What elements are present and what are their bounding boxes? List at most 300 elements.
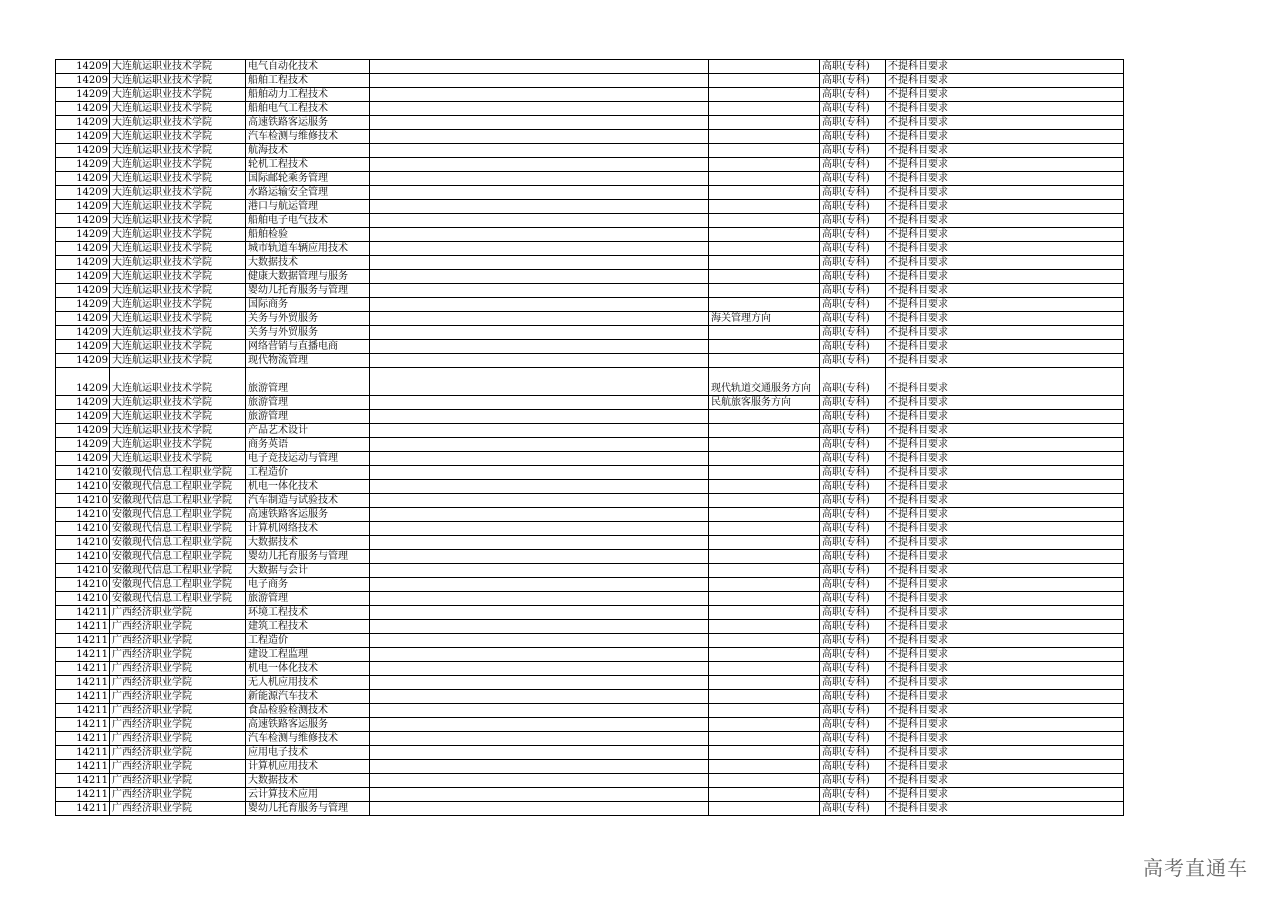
school-name-cell: 广西经济职业学院 [110,634,246,648]
school-name-cell: 大连航运职业技术学院 [110,452,246,466]
major-name-cell: 大数据技术 [246,774,370,788]
note-cell [370,228,709,242]
level-cell: 高职(专科) [820,116,886,130]
school-code-cell: 14209 [56,214,110,228]
major-name-cell: 船舶电气工程技术 [246,102,370,116]
school-name-cell: 安徽现代信息工程职业学院 [110,536,246,550]
table-row [56,648,1124,662]
school-code-cell: 14209 [56,312,110,326]
table-row [56,438,1124,452]
note-cell [370,242,709,256]
requirement-cell: 不提科目要求 [886,312,1124,326]
note-cell [370,368,709,396]
requirement-cell: 不提科目要求 [886,508,1124,522]
table-row [56,368,1124,396]
level-cell: 高职(专科) [820,172,886,186]
school-name-cell: 大连航运职业技术学院 [110,228,246,242]
table-row [56,424,1124,438]
major-name-cell: 机电一体化技术 [246,662,370,676]
major-name-cell: 环境工程技术 [246,606,370,620]
school-code-cell: 14210 [56,536,110,550]
table-row [56,802,1124,816]
school-code-cell: 14209 [56,452,110,466]
school-code-cell: 14209 [56,284,110,298]
school-name-cell: 大连航运职业技术学院 [110,102,246,116]
requirement-cell: 不提科目要求 [886,802,1124,816]
school-name-cell: 大连航运职业技术学院 [110,144,246,158]
school-name-cell: 广西经济职业学院 [110,788,246,802]
major-name-cell: 船舶工程技术 [246,74,370,88]
note-cell [370,60,709,74]
table-row [56,592,1124,606]
level-cell: 高职(专科) [820,732,886,746]
school-code-cell: 14209 [56,368,110,396]
direction-cell [709,648,820,662]
note-cell [370,634,709,648]
note-cell [370,746,709,760]
school-name-cell: 广西经济职业学院 [110,774,246,788]
admission-table [55,59,1124,816]
table-row [56,634,1124,648]
level-cell: 高职(专科) [820,228,886,242]
table-row [56,88,1124,102]
requirement-cell: 不提科目要求 [886,396,1124,410]
school-name-cell: 广西经济职业学院 [110,718,246,732]
level-cell: 高职(专科) [820,592,886,606]
major-name-cell: 高速铁路客运服务 [246,116,370,130]
requirement-cell: 不提科目要求 [886,340,1124,354]
note-cell [370,578,709,592]
requirement-cell: 不提科目要求 [886,732,1124,746]
table-row [56,284,1124,298]
direction-cell [709,536,820,550]
school-name-cell: 大连航运职业技术学院 [110,424,246,438]
table-row [56,102,1124,116]
direction-cell [709,102,820,116]
requirement-cell: 不提科目要求 [886,326,1124,340]
level-cell: 高职(专科) [820,60,886,74]
school-name-cell: 大连航运职业技术学院 [110,214,246,228]
direction-cell [709,802,820,816]
note-cell [370,802,709,816]
table-row [56,186,1124,200]
direction-cell [709,704,820,718]
requirement-cell: 不提科目要求 [886,354,1124,368]
school-code-cell: 14211 [56,648,110,662]
note-cell [370,550,709,564]
direction-cell [709,340,820,354]
requirement-cell: 不提科目要求 [886,774,1124,788]
direction-cell [709,578,820,592]
table-row [56,452,1124,466]
note-cell [370,102,709,116]
direction-cell [709,774,820,788]
note-cell [370,522,709,536]
direction-cell [709,676,820,690]
school-name-cell: 大连航运职业技术学院 [110,368,246,396]
school-name-cell: 安徽现代信息工程职业学院 [110,494,246,508]
direction-cell [709,284,820,298]
note-cell [370,298,709,312]
school-code-cell: 14210 [56,466,110,480]
major-name-cell: 汽车制造与试验技术 [246,494,370,508]
note-cell [370,326,709,340]
note-cell [370,620,709,634]
level-cell: 高职(专科) [820,648,886,662]
major-name-cell: 旅游管理 [246,410,370,424]
school-code-cell: 14209 [56,438,110,452]
major-name-cell: 高速铁路客运服务 [246,718,370,732]
major-name-cell: 关务与外贸服务 [246,312,370,326]
table-row [56,522,1124,536]
direction-cell [709,298,820,312]
table-row [56,340,1124,354]
level-cell: 高职(专科) [820,88,886,102]
major-name-cell: 产品艺术设计 [246,424,370,438]
school-code-cell: 14209 [56,228,110,242]
major-name-cell: 健康大数据管理与服务 [246,270,370,284]
direction-cell [709,662,820,676]
requirement-cell: 不提科目要求 [886,662,1124,676]
school-code-cell: 14211 [56,606,110,620]
major-name-cell: 大数据技术 [246,256,370,270]
level-cell: 高职(专科) [820,774,886,788]
school-name-cell: 安徽现代信息工程职业学院 [110,480,246,494]
requirement-cell: 不提科目要求 [886,536,1124,550]
school-name-cell: 广西经济职业学院 [110,676,246,690]
level-cell: 高职(专科) [820,494,886,508]
note-cell [370,452,709,466]
school-code-cell: 14211 [56,662,110,676]
table-row [56,116,1124,130]
direction-cell: 民航旅客服务方向 [709,396,820,410]
school-name-cell: 大连航运职业技术学院 [110,396,246,410]
direction-cell [709,760,820,774]
direction-cell [709,60,820,74]
direction-cell [709,606,820,620]
school-code-cell: 14209 [56,354,110,368]
school-name-cell: 大连航运职业技术学院 [110,326,246,340]
school-name-cell: 安徽现代信息工程职业学院 [110,592,246,606]
school-name-cell: 大连航运职业技术学院 [110,410,246,424]
school-code-cell: 14209 [56,74,110,88]
note-cell [370,270,709,284]
school-code-cell: 14210 [56,480,110,494]
table-row [56,494,1124,508]
note-cell [370,88,709,102]
note-cell [370,662,709,676]
direction-cell [709,746,820,760]
major-name-cell: 国际商务 [246,298,370,312]
direction-cell [709,186,820,200]
direction-cell [709,130,820,144]
direction-cell [709,88,820,102]
major-name-cell: 现代物流管理 [246,354,370,368]
table-row [56,466,1124,480]
level-cell: 高职(专科) [820,704,886,718]
level-cell: 高职(专科) [820,480,886,494]
level-cell: 高职(专科) [820,214,886,228]
level-cell: 高职(专科) [820,158,886,172]
requirement-cell: 不提科目要求 [886,228,1124,242]
table-row [56,354,1124,368]
major-name-cell: 网络营销与直播电商 [246,340,370,354]
level-cell: 高职(专科) [820,424,886,438]
school-name-cell: 安徽现代信息工程职业学院 [110,466,246,480]
note-cell [370,410,709,424]
note-cell [370,214,709,228]
direction-cell [709,494,820,508]
major-name-cell: 应用电子技术 [246,746,370,760]
requirement-cell: 不提科目要求 [886,438,1124,452]
school-name-cell: 广西经济职业学院 [110,746,246,760]
requirement-cell: 不提科目要求 [886,746,1124,760]
table-row [56,144,1124,158]
direction-cell [709,788,820,802]
level-cell: 高职(专科) [820,242,886,256]
table-row [56,732,1124,746]
table-row [56,396,1124,410]
major-name-cell: 电子商务 [246,578,370,592]
direction-cell [709,214,820,228]
watermark-logo: 高考直通车 [1143,856,1248,880]
table-row [56,60,1124,74]
school-code-cell: 14209 [56,186,110,200]
level-cell: 高职(专科) [820,284,886,298]
direction-cell [709,410,820,424]
table-row [56,620,1124,634]
school-code-cell: 14209 [56,340,110,354]
direction-cell [709,564,820,578]
major-name-cell: 工程造价 [246,634,370,648]
requirement-cell: 不提科目要求 [886,718,1124,732]
requirement-cell: 不提科目要求 [886,466,1124,480]
note-cell [370,592,709,606]
level-cell: 高职(专科) [820,354,886,368]
requirement-cell: 不提科目要求 [886,522,1124,536]
requirement-cell: 不提科目要求 [886,88,1124,102]
level-cell: 高职(专科) [820,536,886,550]
requirement-cell: 不提科目要求 [886,704,1124,718]
major-name-cell: 工程造价 [246,466,370,480]
school-code-cell: 14211 [56,620,110,634]
school-code-cell: 14211 [56,802,110,816]
school-code-cell: 14210 [56,578,110,592]
school-code-cell: 14211 [56,746,110,760]
note-cell [370,284,709,298]
level-cell: 高职(专科) [820,676,886,690]
level-cell: 高职(专科) [820,746,886,760]
major-name-cell: 电子竞技运动与管理 [246,452,370,466]
requirement-cell: 不提科目要求 [886,368,1124,396]
school-name-cell: 大连航运职业技术学院 [110,130,246,144]
note-cell [370,676,709,690]
note-cell [370,396,709,410]
school-code-cell: 14210 [56,592,110,606]
school-name-cell: 广西经济职业学院 [110,662,246,676]
school-name-cell: 广西经济职业学院 [110,606,246,620]
note-cell [370,704,709,718]
school-name-cell: 大连航运职业技术学院 [110,438,246,452]
note-cell [370,718,709,732]
table-row [56,200,1124,214]
major-name-cell: 轮机工程技术 [246,158,370,172]
direction-cell [709,116,820,130]
requirement-cell: 不提科目要求 [886,592,1124,606]
requirement-cell: 不提科目要求 [886,270,1124,284]
table-row [56,774,1124,788]
direction-cell: 海关管理方向 [709,312,820,326]
major-name-cell: 无人机应用技术 [246,676,370,690]
requirement-cell: 不提科目要求 [886,760,1124,774]
major-name-cell: 水路运输安全管理 [246,186,370,200]
level-cell: 高职(专科) [820,102,886,116]
school-code-cell: 14211 [56,788,110,802]
level-cell: 高职(专科) [820,396,886,410]
note-cell [370,256,709,270]
school-name-cell: 大连航运职业技术学院 [110,158,246,172]
school-name-cell: 大连航运职业技术学院 [110,186,246,200]
table-row [56,312,1124,326]
level-cell: 高职(专科) [820,368,886,396]
requirement-cell: 不提科目要求 [886,172,1124,186]
requirement-cell: 不提科目要求 [886,606,1124,620]
note-cell [370,340,709,354]
table-row [56,480,1124,494]
school-code-cell: 14209 [56,256,110,270]
requirement-cell: 不提科目要求 [886,158,1124,172]
school-code-cell: 14211 [56,774,110,788]
direction-cell [709,620,820,634]
major-name-cell: 关务与外贸服务 [246,326,370,340]
level-cell: 高职(专科) [820,410,886,424]
note-cell [370,760,709,774]
note-cell [370,438,709,452]
table-row [56,158,1124,172]
note-cell [370,130,709,144]
level-cell: 高职(专科) [820,298,886,312]
major-name-cell: 计算机网络技术 [246,522,370,536]
direction-cell [709,256,820,270]
level-cell: 高职(专科) [820,802,886,816]
note-cell [370,648,709,662]
school-name-cell: 大连航运职业技术学院 [110,256,246,270]
direction-cell [709,228,820,242]
school-code-cell: 14209 [56,144,110,158]
requirement-cell: 不提科目要求 [886,494,1124,508]
requirement-cell: 不提科目要求 [886,116,1124,130]
direction-cell [709,690,820,704]
level-cell: 高职(专科) [820,662,886,676]
direction-cell [709,480,820,494]
level-cell: 高职(专科) [820,144,886,158]
major-name-cell: 婴幼儿托育服务与管理 [246,550,370,564]
direction-cell [709,732,820,746]
major-name-cell: 国际邮轮乘务管理 [246,172,370,186]
requirement-cell: 不提科目要求 [886,452,1124,466]
school-code-cell: 14209 [56,326,110,340]
major-name-cell: 大数据技术 [246,536,370,550]
school-name-cell: 广西经济职业学院 [110,620,246,634]
major-name-cell: 城市轨道车辆应用技术 [246,242,370,256]
table-row [56,564,1124,578]
note-cell [370,788,709,802]
school-name-cell: 大连航运职业技术学院 [110,312,246,326]
school-name-cell: 大连航运职业技术学院 [110,284,246,298]
note-cell [370,172,709,186]
school-name-cell: 大连航运职业技术学院 [110,298,246,312]
requirement-cell: 不提科目要求 [886,564,1124,578]
direction-cell [709,74,820,88]
school-code-cell: 14209 [56,424,110,438]
school-code-cell: 14210 [56,522,110,536]
direction-cell [709,144,820,158]
level-cell: 高职(专科) [820,438,886,452]
note-cell [370,480,709,494]
school-name-cell: 安徽现代信息工程职业学院 [110,508,246,522]
requirement-cell: 不提科目要求 [886,620,1124,634]
major-name-cell: 旅游管理 [246,368,370,396]
direction-cell [709,592,820,606]
level-cell: 高职(专科) [820,760,886,774]
table-row [56,704,1124,718]
note-cell [370,312,709,326]
requirement-cell: 不提科目要求 [886,144,1124,158]
school-code-cell: 14209 [56,88,110,102]
school-code-cell: 14209 [56,270,110,284]
requirement-cell: 不提科目要求 [886,200,1124,214]
school-code-cell: 14210 [56,564,110,578]
major-name-cell: 计算机应用技术 [246,760,370,774]
school-name-cell: 广西经济职业学院 [110,760,246,774]
school-name-cell: 大连航运职业技术学院 [110,88,246,102]
school-name-cell: 广西经济职业学院 [110,648,246,662]
table-row [56,130,1124,144]
note-cell [370,774,709,788]
requirement-cell: 不提科目要求 [886,214,1124,228]
school-name-cell: 大连航运职业技术学院 [110,74,246,88]
school-name-cell: 大连航运职业技术学院 [110,340,246,354]
major-name-cell: 新能源汽车技术 [246,690,370,704]
requirement-cell: 不提科目要求 [886,480,1124,494]
school-name-cell: 大连航运职业技术学院 [110,200,246,214]
table-row [56,508,1124,522]
table-row [56,74,1124,88]
table-row [56,256,1124,270]
direction-cell [709,634,820,648]
school-code-cell: 14210 [56,550,110,564]
level-cell: 高职(专科) [820,606,886,620]
note-cell [370,354,709,368]
school-code-cell: 14210 [56,508,110,522]
table-row [56,676,1124,690]
level-cell: 高职(专科) [820,74,886,88]
major-name-cell: 旅游管理 [246,592,370,606]
requirement-cell: 不提科目要求 [886,788,1124,802]
school-code-cell: 14209 [56,172,110,186]
major-name-cell: 汽车检测与维修技术 [246,732,370,746]
level-cell: 高职(专科) [820,256,886,270]
school-name-cell: 安徽现代信息工程职业学院 [110,578,246,592]
note-cell [370,158,709,172]
requirement-cell: 不提科目要求 [886,242,1124,256]
major-name-cell: 电气自动化技术 [246,60,370,74]
level-cell: 高职(专科) [820,718,886,732]
level-cell: 高职(专科) [820,578,886,592]
note-cell [370,536,709,550]
school-code-cell: 14209 [56,130,110,144]
direction-cell [709,550,820,564]
